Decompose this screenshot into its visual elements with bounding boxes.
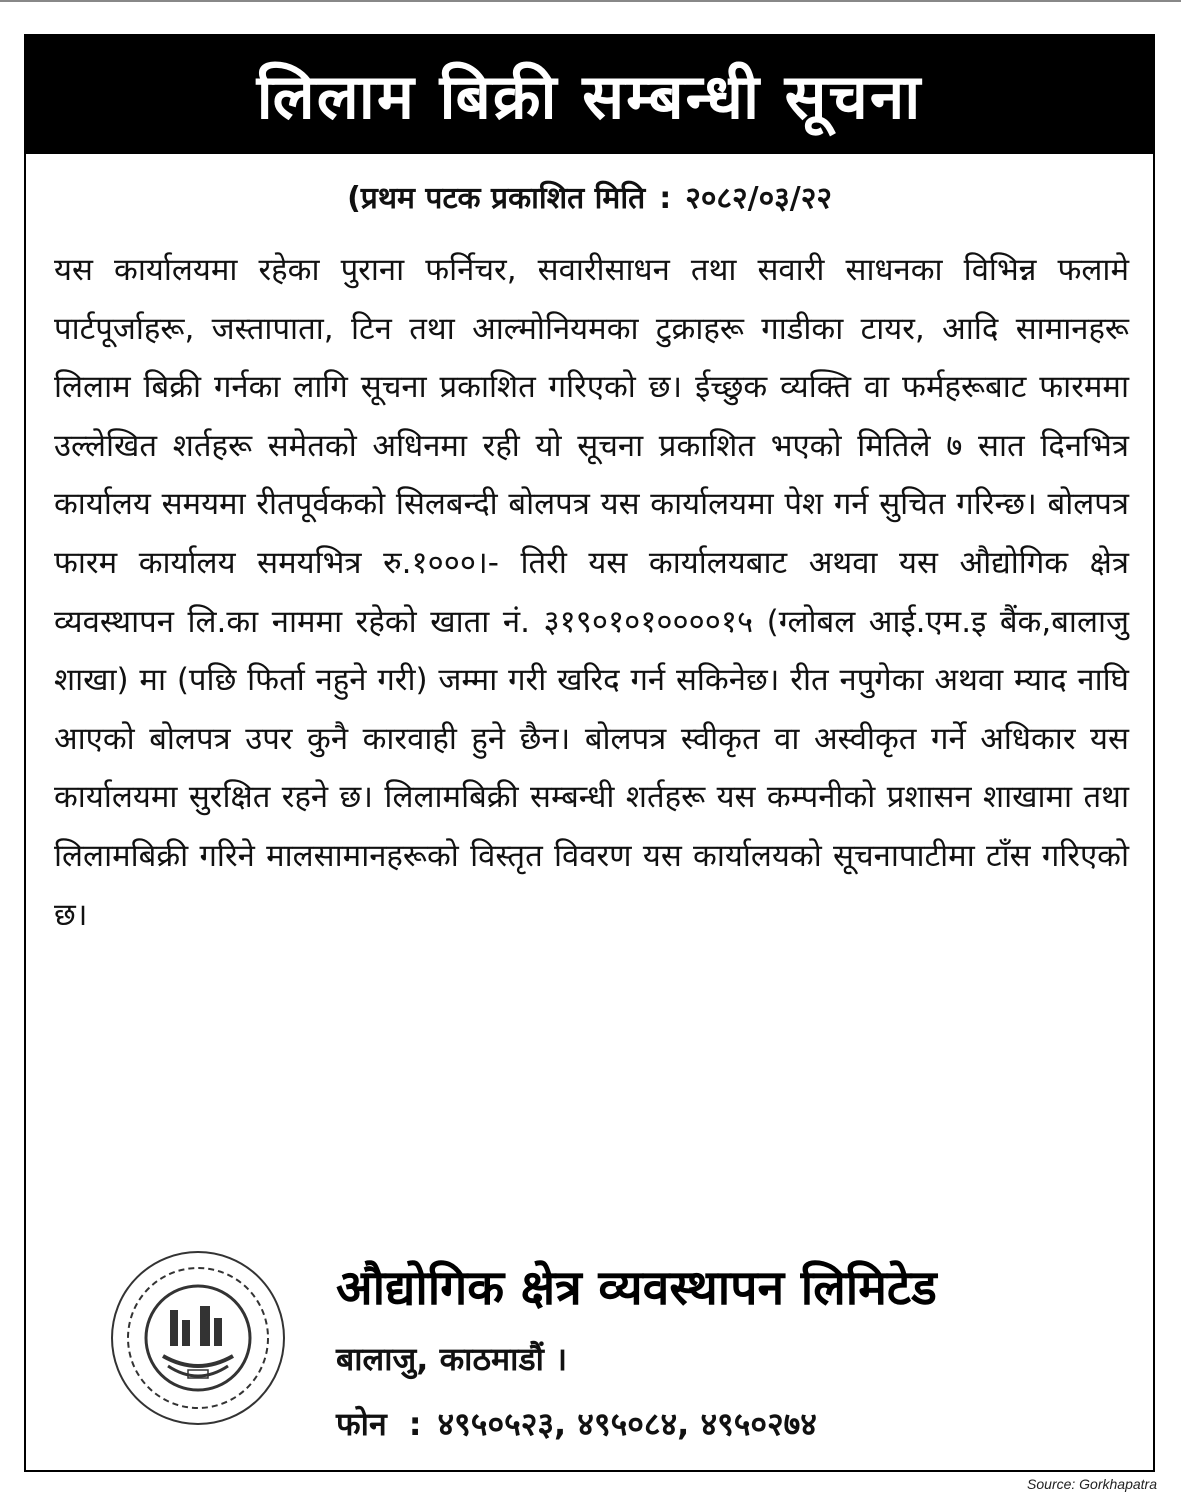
phone-label: फोन	[336, 1405, 387, 1443]
organization-block	[336, 1254, 1136, 1445]
notice-title: लिलाम बिक्री सम्बन्धी सूचना	[256, 60, 923, 133]
organization-address: बालाजु, काठमाडौं ।	[336, 1340, 568, 1378]
top-rule	[0, 0, 1181, 2]
source-credit: Source: Gorkhapatra	[1027, 1476, 1157, 1492]
published-date: २०८२/०३/२२	[685, 181, 832, 216]
published-label: (प्रथम पटक प्रकाशित मिति	[347, 181, 646, 216]
published-separator: :	[659, 181, 672, 216]
publication-date-line	[26, 176, 1153, 217]
phone-separator: :	[408, 1405, 422, 1443]
company-seal-icon	[108, 1248, 288, 1428]
phone-numbers: ४९५०५२३, ४९५०८४, ४९५०२७४	[437, 1405, 817, 1443]
notice-frame	[24, 34, 1155, 1472]
notice-body: यस कार्यालयमा रहेका पुराना फर्निचर, सवारीसाधन तथा सवारी साधनका विभिन्न फलामे पार्टपूर्जाहरू, जस्तापाता, टिन तथा आल्मोनियमका टुक्राहरू गाडीका टायर, आदि सामानहरू लिलाम बिक्री गर्नका लागि सूचना प्रकाशित गरिएको छ। ईच्छुक व्यक्ति वा फर्महरूबाट फारममा उल्लेखित शर्तहरू समेतको अधिनमा रही यो सूचना प्रकाशित भएको मितिले ७ सात दिनभित्र कार्यालय समयमा रीतपूर्वकको सिलबन्दी बोलपत्र यस कार्यालयमा पेश गर्न सुचित गरिन्छ। बोलपत्र फारम कार्यालय समयभित्र रु.१०००।- तिरी यस कार्यालयबाट अथवा यस औद्योगिक क्षेत्र व्यवस्थापन लि.का नाममा रहेको खाता नं. ३१९०१०१००००१५ (ग्लोबल आई.एम.इ बैंक,बालाजु शाखा) मा (पछि फिर्ता नहुने गरी) जम्मा गरी खरिद गर्न सकिनेछ। रीत नपुगेका अथवा म्याद नाघि आएको बोलपत्र उपर कुनै कारवाही हुने छैन। बोलपत्र स्वीकृत वा अस्वीकृत गर्ने अधिकार यस कार्यालयमा सुरक्षित रहने छ। लिलामबिक्री सम्बन्धी शर्तहरू यस कम्पनीको प्रशासन शाखामा तथा लिलामबिक्री गरिने मालसामानहरूको विस्तृत विवरण यस कार्यालयको सूचनापाटीमा टाँस गरिएको छ।	[54, 252, 1129, 933]
notice-header	[26, 36, 1153, 154]
phone-row	[336, 1402, 1136, 1445]
organization-name: औद्योगिक क्षेत्र व्यवस्थापन लिमिटेड	[336, 1260, 937, 1316]
